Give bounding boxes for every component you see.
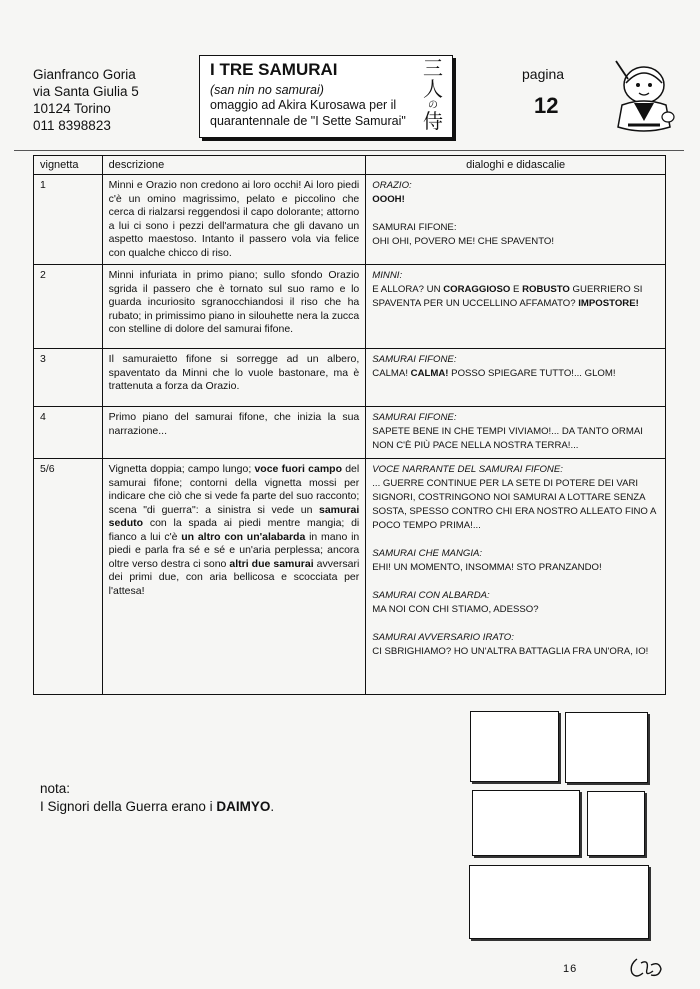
address-line: Gianfranco Goria (33, 67, 136, 82)
header-description: descrizione (102, 156, 366, 175)
dedication-line-1: omaggio ad Akira Kurosawa per il (210, 98, 397, 112)
dialogue-line: ... GUERRE CONTINUE PER LA SETE DI POTERE DEI VARI SIGNORI, COSTRINGONO NOI SAMURAI A LOTTARE SENZA SOSTA, SPESSO CONTRO CHI ERA NOSTRO ALLEATO FINO A POCO TEMPO PRIMA!... (372, 478, 656, 531)
kanji-title (420, 58, 446, 132)
header-dialogue: dialoghi e didascalie (366, 156, 666, 175)
panel-dialogue (366, 265, 666, 349)
desc-text: in mano in piedi e parla fra sé e sé e un'aria perplessa; ancora oltre verso destra ci sono (108, 530, 360, 570)
panel-description: Il samuraietto fifone si sorregge ad un albero, spaventato da Minni che lo vuole bastonare, ma è trattenuta a forza da Orazio. (102, 349, 366, 407)
dialogue-bold: IMPOSTORE! (578, 298, 639, 309)
panel-dialogue (366, 175, 666, 265)
title-box (199, 55, 453, 138)
speaker: SAMURAI CHE MANGIA: (372, 548, 483, 559)
desc-text: con la spada ai piedi mentre mangia; di fianco a lui c'è (108, 517, 360, 543)
panel-dialogue (366, 459, 666, 695)
desc-bold: samurai seduto (108, 503, 360, 529)
dialogue-text: E (510, 284, 523, 295)
address-line: 10124 Torino (33, 101, 111, 116)
panel-description: Primo piano del samurai fifone, che inizia la sua narrazione... (102, 407, 366, 459)
dialogue-line: SAPETE BENE IN CHE TEMPI VIVIAMO!... DA TANTO ORMAI NON C'È PIÙ PACE NELLA NOSTRA TERRA!... (372, 426, 643, 451)
panel-description (102, 459, 366, 695)
dialogue-text: POSSO SPIEGARE TUTTO!... GLOM! (448, 368, 616, 379)
panel-description: Minni infuriata in primo piano; sullo sfondo Orazio sgrida il passero che è tornato sul suo ramo e lo guarda incuriosito sgranocchiandosi il riso che ha rubato; in primissimo piano in silouhette nera la zucca con stelline di dolore del samurai fifone. (102, 265, 366, 349)
note-label: nota: (40, 781, 71, 796)
panel-dialogue (366, 407, 666, 459)
thumbnail-panel-3 (472, 790, 580, 856)
story-subtitle: (san nin no samurai) (210, 83, 324, 97)
speaker: SAMURAI FIFONE: (372, 354, 457, 365)
desc-text: avversari dei primi due, con aria bellicosa e scocciata per l'attesa! (108, 557, 360, 597)
dialogue-line: CI SBRIGHIAMO? HO UN'ALTRA BATTAGLIA FRA UN'ORA, IO! (372, 646, 649, 657)
thumbnail-panel-1 (470, 711, 559, 782)
table-row (34, 349, 666, 407)
dialogue-line: OHI OHI, POVERO ME! CHE SPAVENTO! (372, 236, 555, 247)
speaker: ORAZIO: (372, 180, 412, 191)
dialogue-bold: ROBUSTO (522, 284, 570, 295)
note-bold: DAIMYO (216, 799, 271, 814)
panel-number: 1 (34, 175, 103, 265)
page-label: pagina (522, 66, 565, 82)
desc-text: del samurai fifone; contorni della vignetta mossi per indicare che ciò che si vede fa parte del suo racconto; scena "di guerra": a sinistra si vede un (108, 463, 360, 516)
panel-description: Minni e Orazio non credono ai loro occhi! Ai loro piedi c'è un omino magrissimo, pelato e piccolino che cerca di rialzarsi reggendosi il capo dolorante; attorno a lui ci sono i pezzi dell'armatura che gli davano un aspetto maestoso. Intanto il passero vola via felice con qualche chicco di riso. (102, 175, 366, 265)
note-text-part: I Signori della Guerra erano i (40, 799, 217, 814)
table-header-row (34, 156, 666, 175)
author-address (33, 66, 139, 134)
desc-text: Vignetta doppia; campo lungo; (108, 463, 255, 475)
dialogue-line: OOOH! (372, 194, 405, 205)
dialogue-line: EHI! UN MOMENTO, INSOMMA! STO PRANZANDO! (372, 562, 602, 573)
kanji-char: 侍 (423, 109, 443, 133)
dialogue-bold: CALMA! (410, 368, 449, 379)
table-row (34, 407, 666, 459)
desc-bold: altri due samurai (229, 557, 314, 570)
desc-bold: un altro con un'alabarda (181, 530, 306, 543)
dialogue-bold: CORAGGIOSO (443, 284, 511, 295)
note-text (40, 798, 274, 816)
panel-number: 5/6 (34, 459, 103, 695)
story-title: I TRE SAMURAI (210, 60, 338, 79)
thumbnail-panel-4 (587, 791, 645, 856)
dedication-line-2: quarantennale de "I Sette Samurai" (210, 114, 406, 128)
note-text-part: . (270, 799, 275, 814)
dialogue-line: MA NOI CON CHI STIAMO, ADESSO? (372, 604, 539, 615)
header-panel: vignetta (34, 156, 103, 175)
thumbnail-panel-5 (469, 865, 649, 939)
speaker: SAMURAI FIFONE: (372, 222, 457, 233)
kanji-char: の (428, 100, 438, 111)
kanji-char: 三 (423, 56, 443, 80)
page-number: 12 (534, 93, 559, 118)
desc-bold: voce fuori campo (254, 463, 342, 475)
samurai-mascot-drawing (608, 55, 678, 137)
table-row (34, 265, 666, 349)
speaker: SAMURAI CON ALBARDA: (372, 590, 490, 601)
panel-dialogue (366, 349, 666, 407)
speaker: SAMURAI FIFONE: (372, 412, 457, 423)
script-table (33, 155, 666, 695)
table-row (34, 175, 666, 265)
speaker: MINNI: (372, 270, 403, 281)
speaker: SAMURAI AVVERSARIO IRATO: (372, 632, 514, 643)
address-line: 011 8398823 (33, 118, 111, 133)
note (40, 780, 274, 816)
panel-number: 3 (34, 349, 103, 407)
thumbnail-panel-2 (565, 712, 648, 783)
speaker: VOCE NARRANTE DEL SAMURAI FIFONE: (372, 464, 563, 475)
panel-number: 4 (34, 407, 103, 459)
dialogue-text: GUERRIERO SI SPAVENTA PER UN UCCELLINO AFFAMATO? (372, 284, 643, 309)
header-divider (14, 150, 684, 151)
panel-number: 2 (34, 265, 103, 349)
dialogue-text: CALMA! (372, 368, 411, 379)
table-row (34, 459, 666, 695)
dialogue-text: E ALLORA? UN (372, 284, 444, 295)
address-line: via Santa Giulia 5 (33, 84, 139, 99)
signature-drawing (627, 955, 667, 981)
footer-page-number: 16 (563, 963, 578, 975)
kanji-char: 人 (423, 77, 443, 101)
